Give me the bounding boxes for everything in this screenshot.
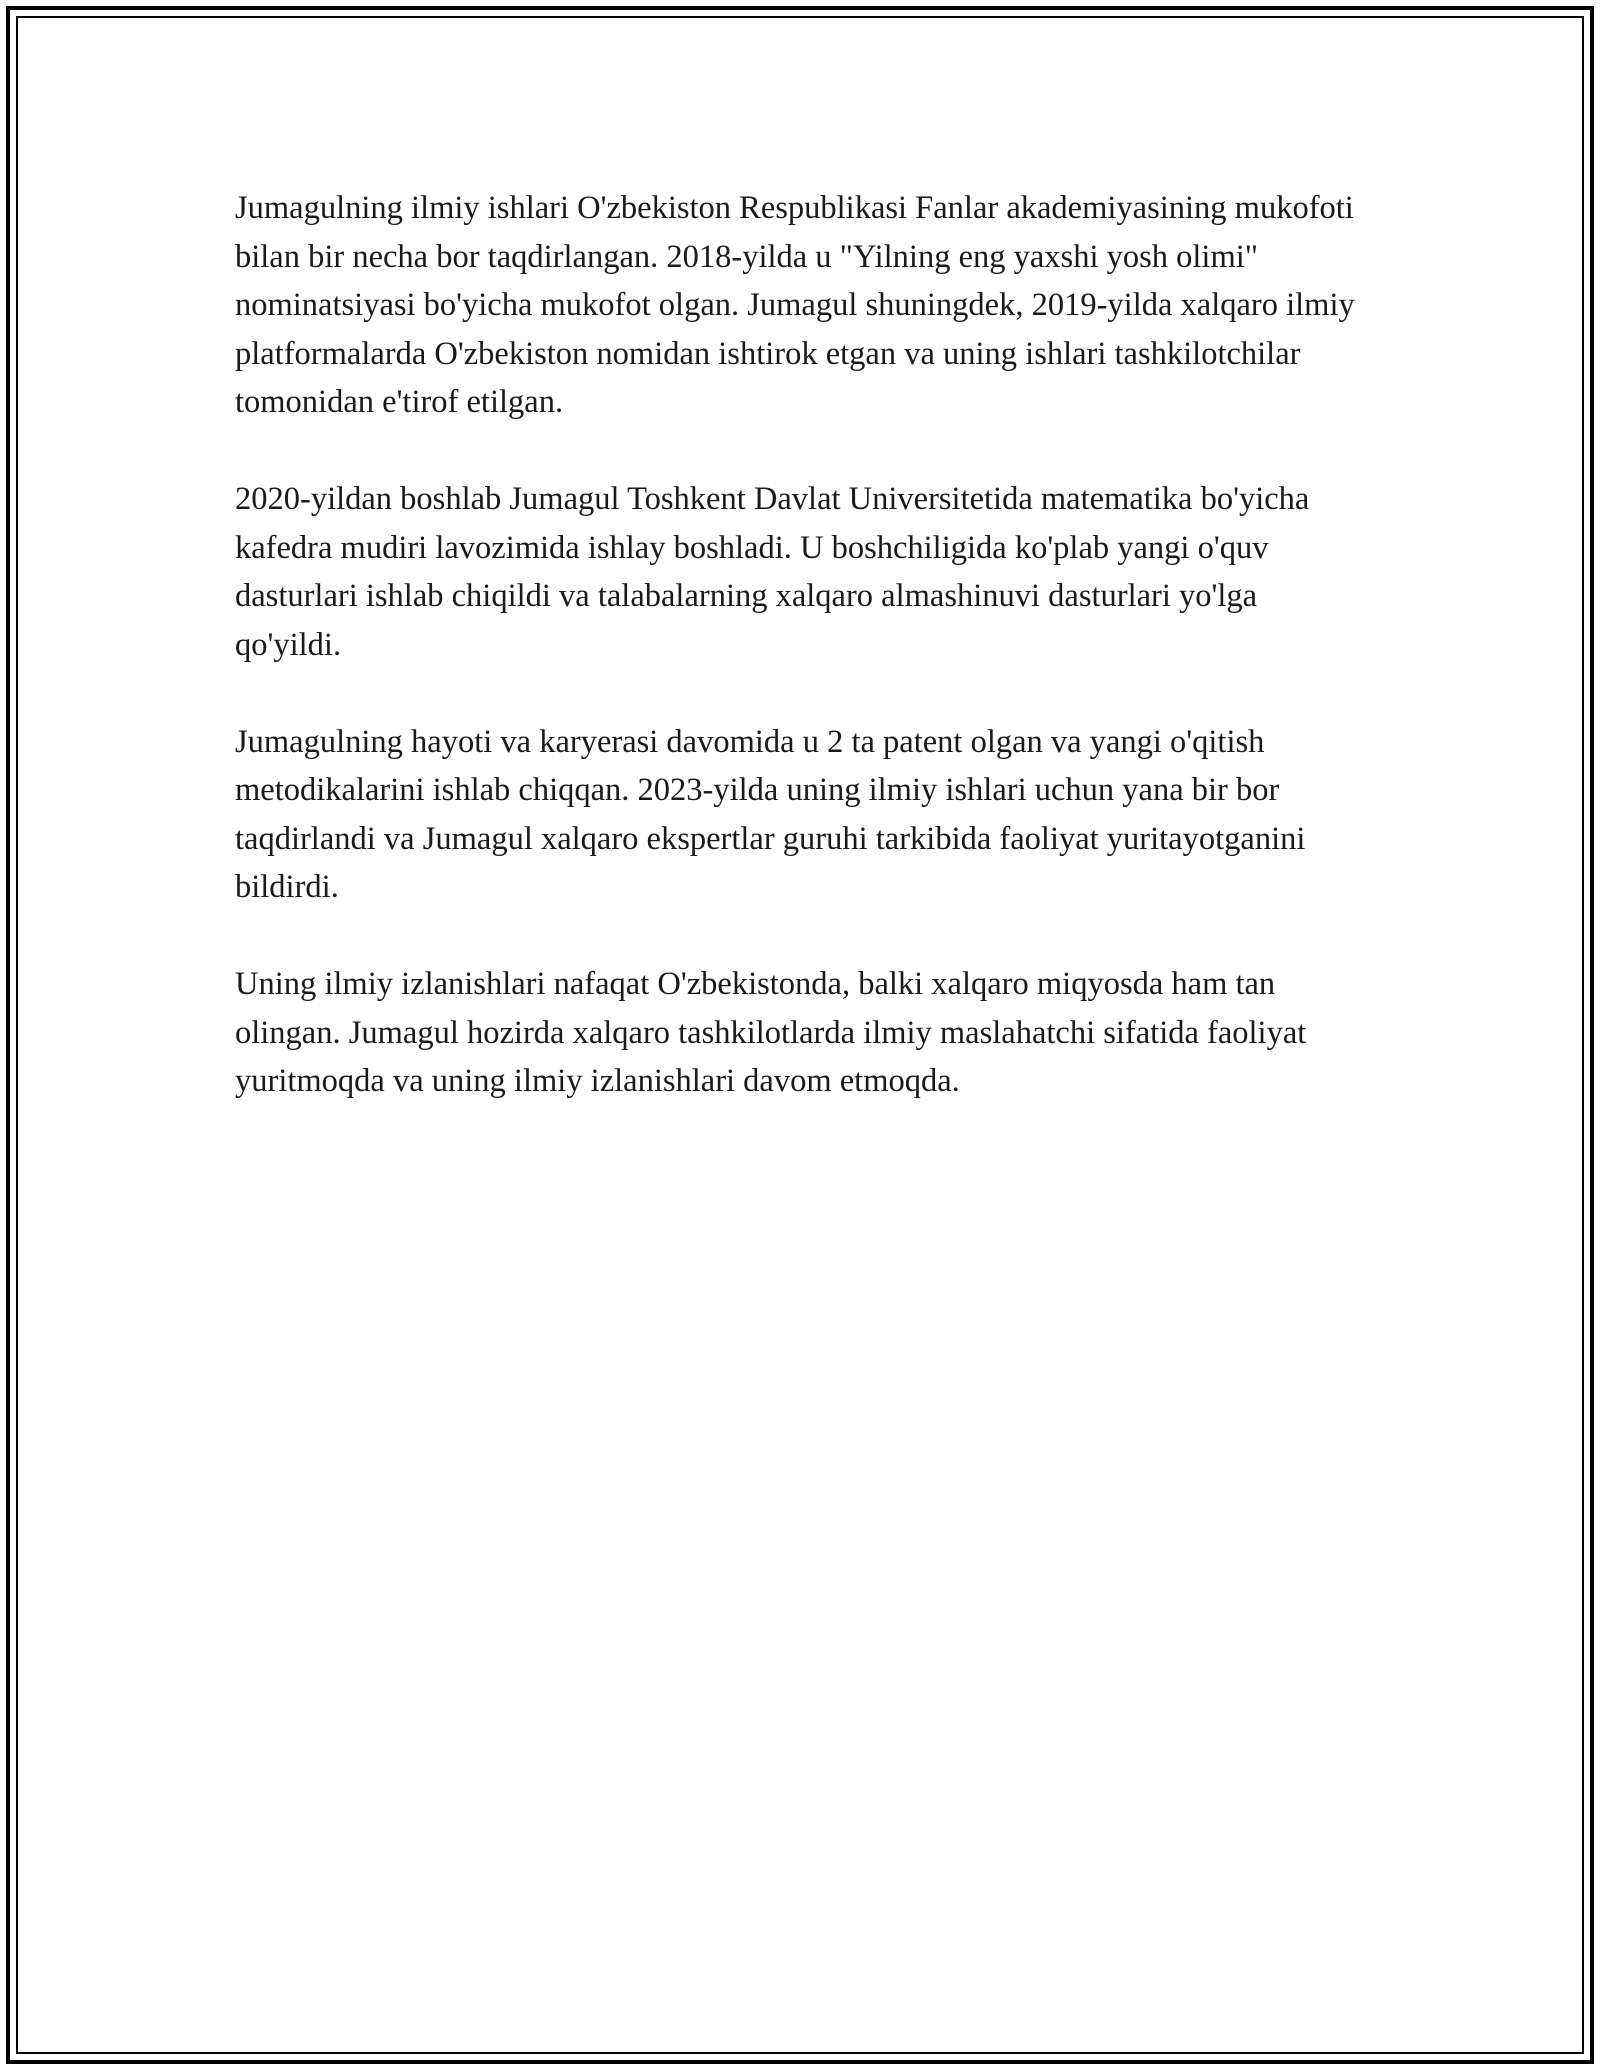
paragraph-3: Jumagulning hayoti va karyerasi davomida u 2 ta patent olgan va yangi o'qitish metodikalarini ishlab chiqqan. 2023-yilda uning ilmiy ishlari uchun yana bir bor taqdirlandi va Jumagul xalqaro ekspertlar guruhi tarkibida faoliyat yuritayotganini bildirdi. (235, 723, 1306, 905)
paragraph-4: Uning ilmiy izlanishlari nafaqat O'zbekistonda, balki xalqaro miqyosda ham tan olingan. Jumagul hozirda xalqaro tashkilotlarda ilmiy maslahatchi sifatida faoliyat yuritmoqda va uning ilmiy izlanishlari davom etmoqda. (235, 966, 1307, 1099)
document-body (235, 184, 1365, 1154)
paragraph-2: 2020-yildan boshlab Jumagul Toshkent Davlat Universitetida matematika bo'yicha kafedra mudiri lavozimida ishlay boshladi. U boshchiligida ko'plab yangi o'quv dasturlari ishlab chiqildi va talabalarning xalqaro almashinuvi dasturlari yo'lga qo'yildi. (235, 481, 1310, 663)
paragraph-1: Jumagulning ilmiy ishlari O'zbekiston Respublikasi Fanlar akademiyasining mukofoti bilan bir necha bor taqdirlangan. 2018-yilda u "Yilning eng yaxshi yosh olimi" nominatsiyasi bo'yicha mukofot olgan. Jumagul shuningdek, 2019-yilda xalqaro ilmiy platformalarda O'zbekiston nomidan ishtirok etgan va uning ishlari tashkilotchilar tomonidan e'tirof etilgan. (235, 190, 1355, 420)
